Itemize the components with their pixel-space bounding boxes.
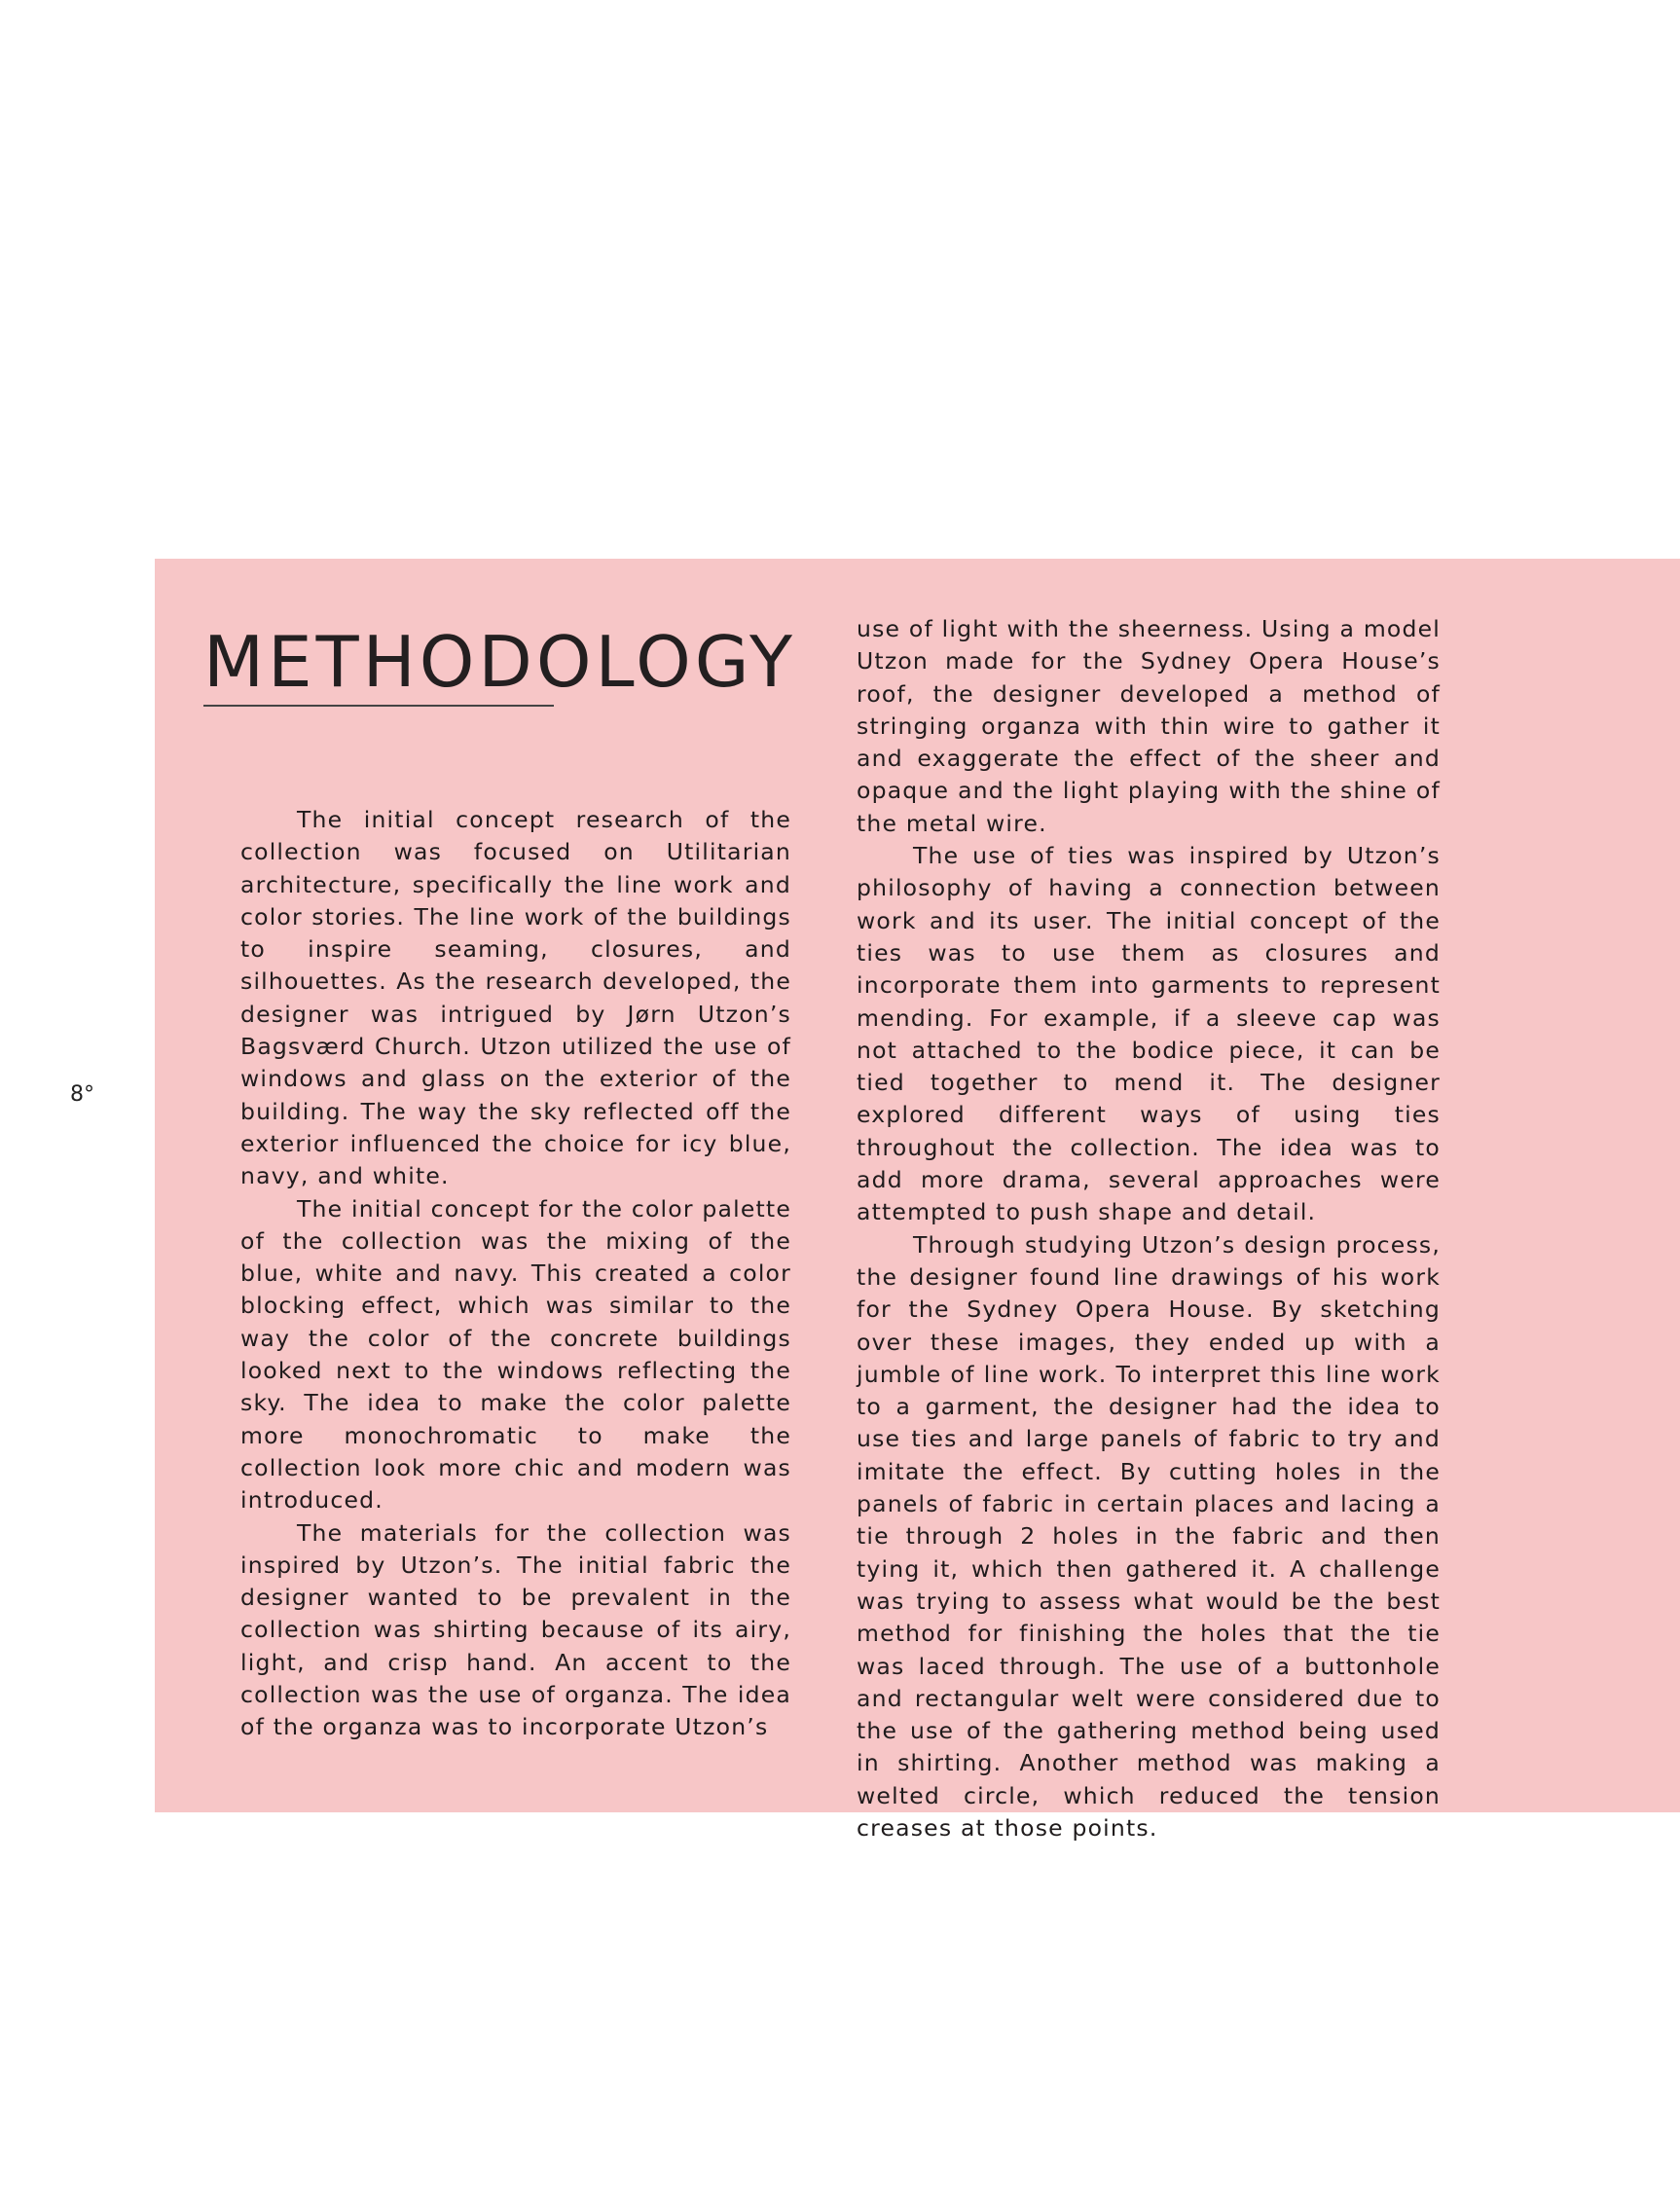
left-text-column xyxy=(240,804,791,1744)
paragraph: The use of ties was inspired by Utzon’s philosophy of having a connection between work and its user. The initial concept of the ties was to use them as closures and incorporate them into garments to represent mending. For example, if a sleeve cap was not attached to the bodice piece, it can be tied together to mend it. The designer explored different ways of using ties throughout the collection. The idea was to add more drama, several approaches were attempted to push shape and detail. xyxy=(857,842,1441,1226)
paragraph: The materials for the collection was inspired by Utzon’s. The initial fabric the designer wanted to be prevalent in the collection was shirting because of its airy, light, and crisp hand. An accent to the collection was the use of organza. The idea of the organza was to incorporate Utzon’s xyxy=(240,1518,791,1741)
page-number: 8° xyxy=(70,1082,94,1107)
right-text-column xyxy=(857,613,1441,1844)
title-underline xyxy=(203,705,554,707)
paragraph: The initial concept research of the collection was focused on Utilitarian architecture, specifically the line work and color stories. The line work of the buildings to inspire seaming, closures, and silhouettes. As the research developed, the designer was intrigued by Jørn Utzon’s Bagsværd Church. Utzon utilized the use of windows and glass on the exterior of the building. The way the sky reflected off the exterior influenced the choice for icy blue, navy, and white. xyxy=(240,806,791,1190)
paragraph: Through studying Utzon’s design process, the designer found line drawings of his work for the Sydney Opera House. By sketching over these images, they ended up with a jumble of line work. To interpret this line work to a garment, the designer had the idea to use ties and large panels of fabric to try and imitate the effect. By cutting holes in the panels of fabric in certain places and lacing a tie through 2 holes in the fabric and then tying it, which then gathered it. A challenge was trying to assess what would be the best method for finishing the holes that the tie was laced through. The use of a buttonhole and rectangular welt were considered due to the use of the gathering method being used in shirting. Another method was making a welted circle, which reduced the tension creases at those points. xyxy=(857,1230,1441,1842)
page-title: METHODOLOGY xyxy=(203,621,796,703)
paragraph: The initial concept for the color palette of the collection was the mixing of the blue, white and navy. This created a color blocking effect, which was similar to the way the color of the concrete buildings looked next to the windows reflecting the sky. The idea to make the color palette more monochromatic to make the collection look more chic and modern was introduced. xyxy=(240,1194,791,1515)
paragraph-continued: use of light with the sheerness. Using a model Utzon made for the Sydney Opera House’s roof, the designer developed a method of stringing organza with thin wire to gather it and exaggerate the effect of the sheer and opaque and the light playing with the shine of the metal wire. xyxy=(857,615,1441,837)
